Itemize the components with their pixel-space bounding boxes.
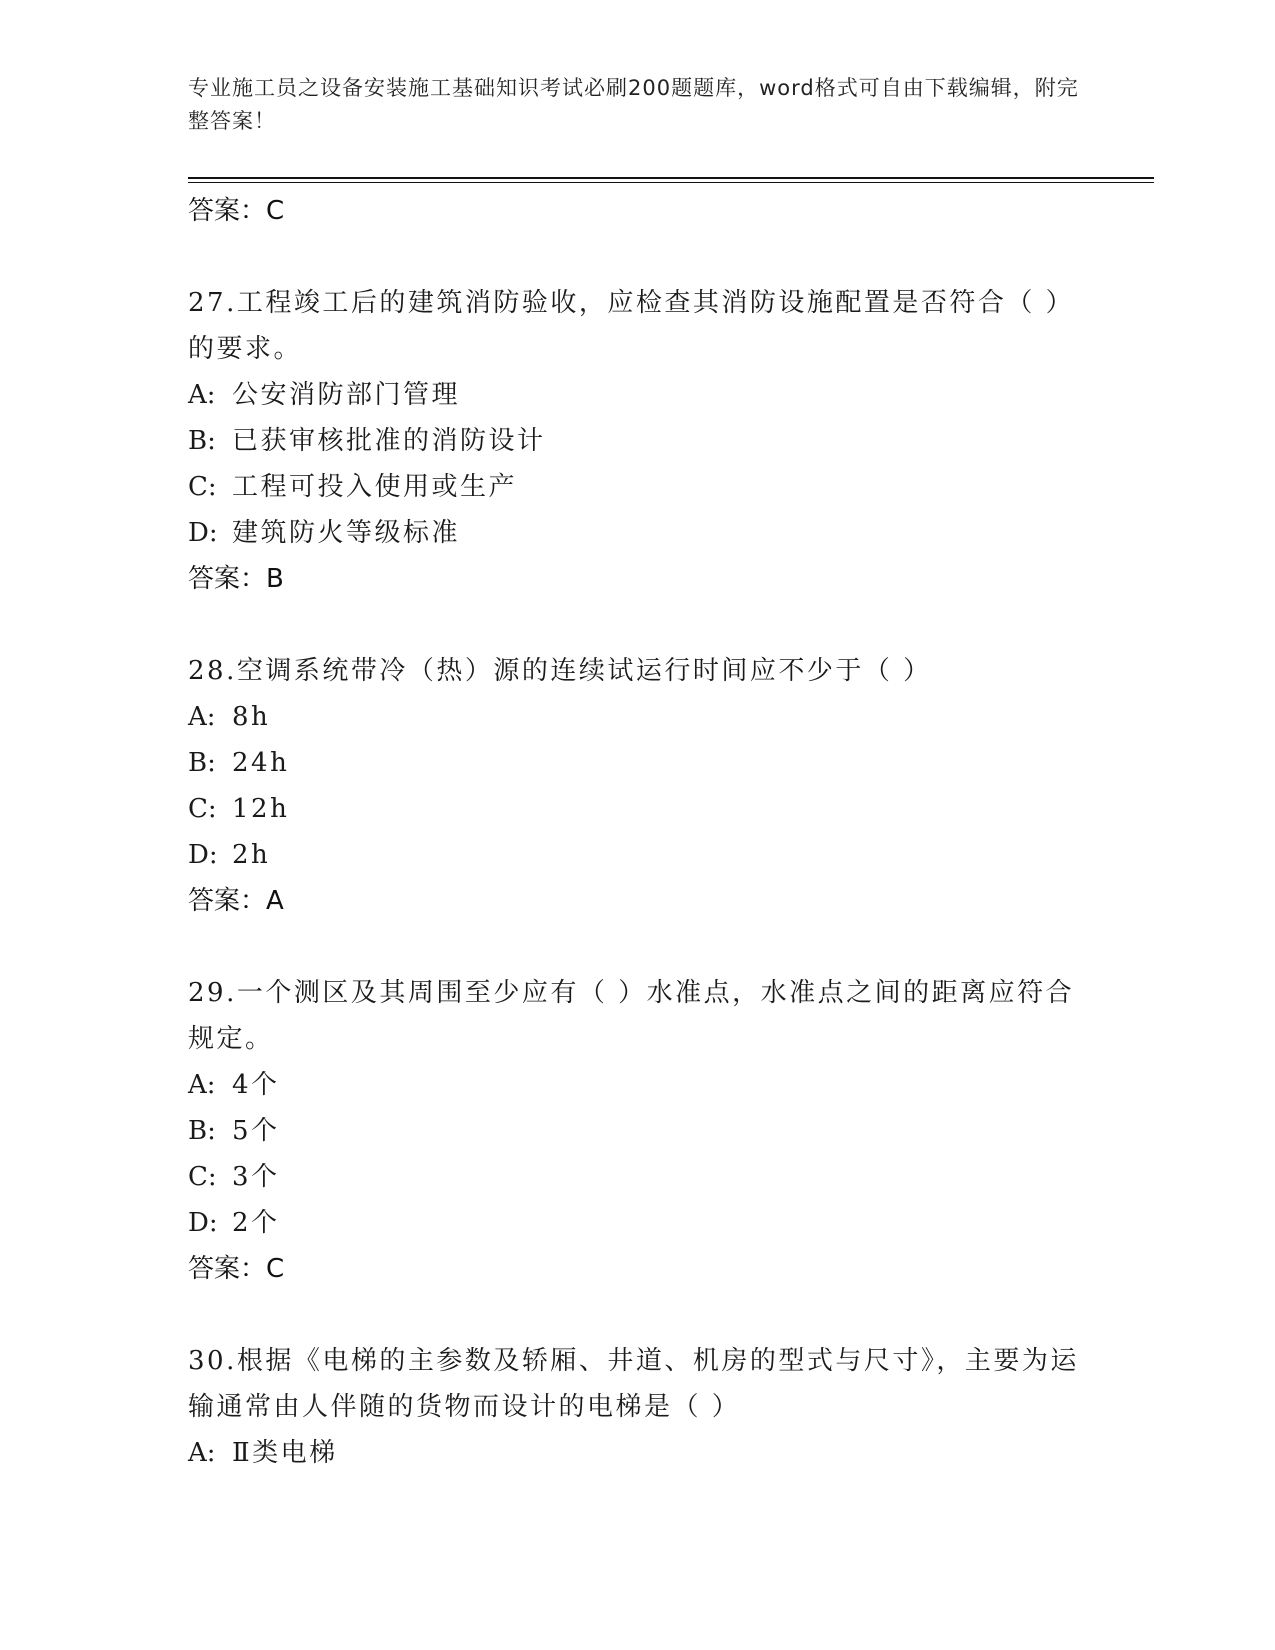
- question-block: [188, 280, 1088, 602]
- option-text: Ⅱ类电梯: [232, 1438, 338, 1468]
- option-letter: C:: [188, 794, 217, 824]
- option-text: 建筑防火等级标准: [232, 518, 461, 548]
- option-text: 3个: [232, 1162, 280, 1192]
- option-d: [188, 510, 1088, 556]
- spacer: [188, 602, 1088, 648]
- option-text: 24h: [232, 748, 290, 778]
- option-letter: A:: [188, 1438, 216, 1468]
- answer-line: 答案：B: [188, 564, 284, 594]
- option-a: [188, 694, 1088, 740]
- option-text: 工程可投入使用或生产: [232, 472, 518, 502]
- option-letter: B:: [188, 748, 216, 778]
- option-letter: C:: [188, 1162, 217, 1192]
- option-letter: A:: [188, 1070, 216, 1100]
- question-stem: 30.根据《电梯的主参数及轿厢、井道、机房的型式与尺寸》，主要为运输通常由人伴随的货物而设计的电梯是（ ）: [188, 1346, 1079, 1422]
- document-header: 专业施工员之设备安装施工基础知识考试必刷200题题库，word格式可自由下载编辑，附完整答案！: [188, 76, 1079, 133]
- option-d: [188, 1200, 1088, 1246]
- option-text: 2h: [232, 840, 271, 870]
- option-d: [188, 832, 1088, 878]
- header-rule-thin: [188, 182, 1154, 183]
- option-letter: B:: [188, 1116, 216, 1146]
- spacer: [188, 924, 1088, 970]
- option-c: [188, 464, 1088, 510]
- answer-line: 答案：A: [188, 886, 284, 916]
- option-letter: B:: [188, 426, 216, 456]
- option-letter: A:: [188, 380, 216, 410]
- option-text: 5个: [232, 1116, 280, 1146]
- option-text: 8h: [232, 702, 271, 732]
- option-c: [188, 786, 1088, 832]
- option-letter: D:: [188, 518, 218, 548]
- option-letter: A:: [188, 702, 216, 732]
- question-block: [188, 970, 1088, 1292]
- option-b: [188, 740, 1088, 786]
- option-a: [188, 372, 1088, 418]
- option-a: [188, 1062, 1088, 1108]
- answer-line: 答案：C: [188, 196, 285, 226]
- option-text: 已获审核批准的消防设计: [232, 426, 546, 456]
- question-list: [188, 188, 1088, 1476]
- question-stem: 29.一个测区及其周围至少应有（ ）水准点，水准点之间的距离应符合规定。: [188, 978, 1075, 1054]
- option-b: [188, 1108, 1088, 1154]
- answer-line: 答案：C: [188, 1254, 285, 1284]
- question-block: [188, 648, 1088, 924]
- option-letter: C:: [188, 472, 217, 502]
- option-a: [188, 1430, 1088, 1476]
- option-letter: D:: [188, 840, 218, 870]
- spacer: [188, 1292, 1088, 1338]
- question-stem: 28.空调系统带冷（热）源的连续试运行时间应不少于（ ）: [188, 656, 932, 686]
- option-text: 12h: [232, 794, 290, 824]
- option-text: 2个: [232, 1208, 280, 1238]
- question-stem: 27.工程竣工后的建筑消防验收，应检查其消防设施配置是否符合（ ）的要求。: [188, 288, 1075, 364]
- option-c: [188, 1154, 1088, 1200]
- option-letter: D:: [188, 1208, 218, 1238]
- header-rule-thick: [188, 177, 1154, 179]
- question-block: [188, 1338, 1088, 1476]
- option-b: [188, 418, 1088, 464]
- option-text: 4个: [232, 1070, 280, 1100]
- spacer: [188, 234, 1088, 280]
- option-text: 公安消防部门管理: [232, 380, 461, 410]
